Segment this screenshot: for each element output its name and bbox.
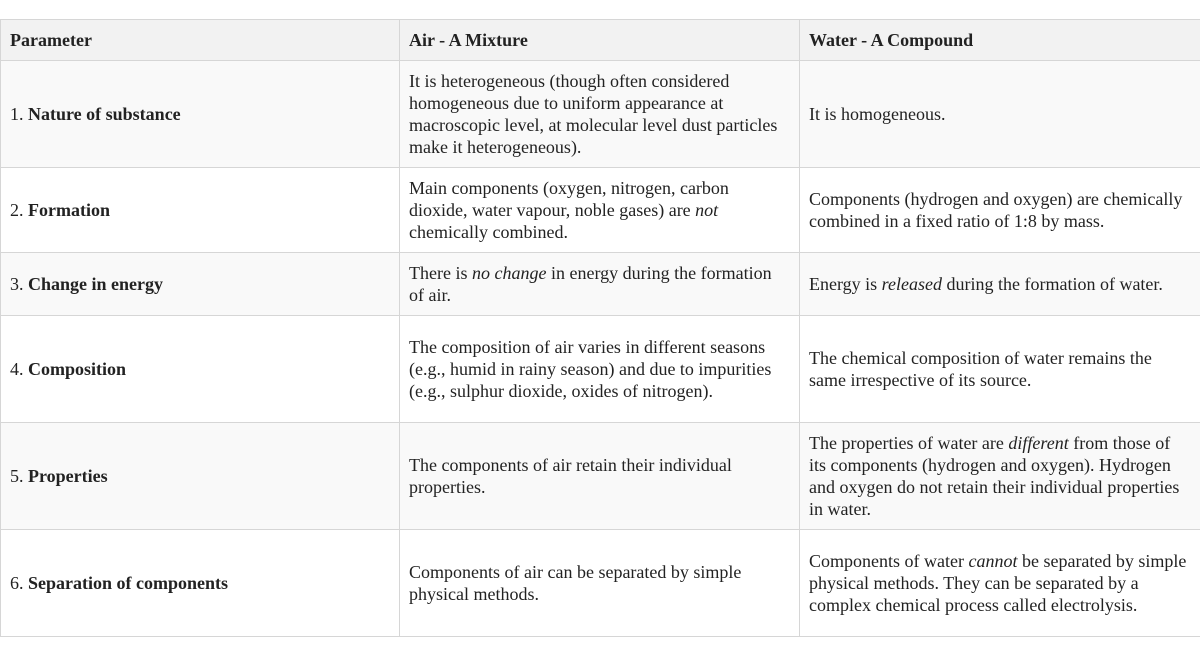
parameter-cell xyxy=(1,423,400,530)
water-cell xyxy=(800,530,1200,637)
water-text-end: be separated by simple physical methods. They can be separated by a complex chemical process called electrolysis. xyxy=(809,551,1187,615)
air-emphasis: no change xyxy=(471,263,547,283)
parameter-name: Change in energy xyxy=(28,274,163,294)
air-text-end: in energy during the formation of air. xyxy=(409,263,772,305)
row-number: 4. xyxy=(10,359,28,379)
water-cell xyxy=(800,253,1200,316)
air-text: Main components (oxygen, nitrogen, carbon dioxide, water vapour, noble gases) are xyxy=(409,178,729,220)
water-emphasis: cannot xyxy=(968,551,1018,571)
parameter-cell xyxy=(1,316,400,423)
water-cell xyxy=(800,61,1200,168)
parameter-name: Separation of components xyxy=(28,573,229,593)
air-cell xyxy=(400,168,800,253)
air-text: Components of air can be separated by simple physical methods. xyxy=(409,562,742,604)
table-row xyxy=(1,61,1200,168)
row-number: 3. xyxy=(10,274,28,294)
air-text: The components of air retain their individual properties. xyxy=(409,455,732,497)
water-text: It is homogeneous. xyxy=(809,104,946,124)
header-air: Air - A Mixture xyxy=(400,20,800,61)
water-emphasis: released xyxy=(881,274,942,294)
comparison-table xyxy=(0,19,1200,637)
parameter-name: Nature of substance xyxy=(28,104,181,124)
water-text: Components (hydrogen and oxygen) are chemically combined in a fixed ratio of 1:8 by mass. xyxy=(809,189,1183,231)
parameter-cell xyxy=(1,168,400,253)
water-text: The chemical composition of water remains the same irrespective of its source. xyxy=(809,348,1152,390)
air-text-end: chemically combined. xyxy=(409,222,568,242)
table-row xyxy=(1,168,1200,253)
water-cell xyxy=(800,423,1200,530)
air-cell xyxy=(400,423,800,530)
water-text-end: during the formation of water. xyxy=(941,274,1163,294)
row-number: 6. xyxy=(10,573,28,593)
water-text: Components of water xyxy=(809,551,969,571)
air-text: The composition of air varies in different seasons (e.g., humid in rainy season) and due to impurities (e.g., sulphur dioxide, oxides of nitrogen). xyxy=(409,337,772,401)
water-text: The properties of water are xyxy=(809,433,1009,453)
air-cell xyxy=(400,316,800,423)
header-parameter: Parameter xyxy=(1,20,400,61)
water-cell xyxy=(800,316,1200,423)
air-text: There is xyxy=(409,263,472,283)
header-row xyxy=(1,20,1200,61)
water-emphasis: different xyxy=(1008,433,1069,453)
table-body xyxy=(1,61,1200,637)
air-emphasis: not xyxy=(695,200,719,220)
parameter-cell xyxy=(1,253,400,316)
air-cell xyxy=(400,61,800,168)
air-cell xyxy=(400,530,800,637)
table-row xyxy=(1,253,1200,316)
air-text: It is heterogeneous (though often considered homogeneous due to uniform appearance at macroscopic level, at molecular level dust particles make it heterogeneous). xyxy=(409,71,778,157)
water-text: Energy is xyxy=(809,274,882,294)
comparison-table-container xyxy=(0,19,1200,637)
row-number: 2. xyxy=(10,200,28,220)
table-header xyxy=(1,20,1200,61)
water-cell xyxy=(800,168,1200,253)
parameter-name: Composition xyxy=(28,359,127,379)
table-row xyxy=(1,316,1200,423)
parameter-cell xyxy=(1,530,400,637)
row-number: 5. xyxy=(10,466,28,486)
header-water: Water - A Compound xyxy=(800,20,1200,61)
air-cell xyxy=(400,253,800,316)
row-number: 1. xyxy=(10,104,28,124)
parameter-name: Properties xyxy=(28,466,108,486)
water-text-end: from those of its components (hydrogen and oxygen). Hydrogen and oxygen do not retain their individual properties in water. xyxy=(809,433,1180,519)
table-row xyxy=(1,423,1200,530)
parameter-cell xyxy=(1,61,400,168)
parameter-name: Formation xyxy=(28,200,110,220)
table-row xyxy=(1,530,1200,637)
